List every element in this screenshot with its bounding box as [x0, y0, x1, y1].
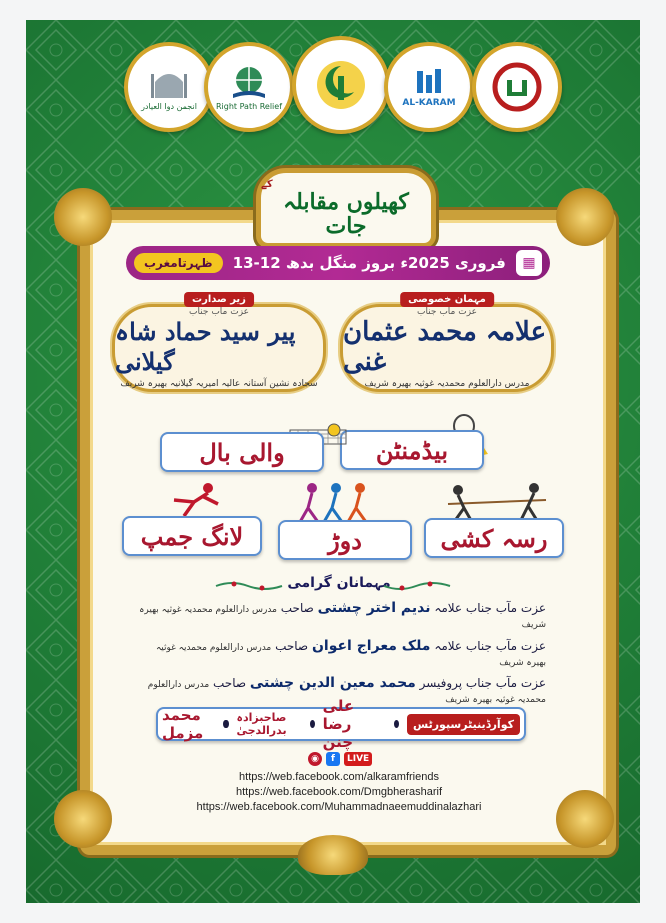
al-karam-logo — [384, 42, 474, 132]
live-badge: LIVE — [344, 752, 372, 766]
globe-book-logo — [204, 42, 294, 132]
guest-prefix: عزت مآب جناب پروفیسر — [419, 676, 546, 690]
calendar-icon: ▦ — [516, 250, 542, 276]
mosque-logo — [124, 42, 214, 132]
bullet-dot — [394, 720, 399, 728]
guest-suffix: صاحب — [275, 639, 309, 653]
sport-volleyball: والی بال — [160, 432, 324, 472]
long-jump-icon — [164, 480, 224, 520]
mosque-icon — [147, 64, 191, 100]
sport-badminton: بیڈمنٹن — [340, 430, 484, 470]
chief-guest-body — [340, 304, 554, 392]
building-icon — [409, 67, 449, 97]
links-block — [96, 770, 582, 815]
coordinator-name: محمد مزمل — [162, 706, 204, 742]
guest-name: محمد معین الدین چشتی — [249, 675, 416, 691]
page-title: کھیلوں مقابلہ جات — [283, 188, 409, 239]
logo-row — [26, 42, 640, 132]
logo-caption: AL-KARAM — [402, 97, 456, 108]
bullet-dot — [223, 720, 228, 728]
guest-name: ندیم اختر چشتی — [317, 600, 431, 616]
red-ring-logo — [472, 42, 562, 132]
chief-guest-honorific: عزت مآب جناب — [416, 307, 478, 317]
chief-guest-card — [340, 292, 554, 392]
guest-suffix: صاحب — [280, 601, 314, 615]
social-icons — [308, 752, 372, 766]
broadcast-icon: ◉ — [308, 752, 322, 766]
logo-caption: انجمن دوا العیادر — [141, 101, 197, 111]
poster — [26, 20, 640, 903]
guest-line — [136, 600, 546, 630]
sport-tug-of-war: رسہ کشی — [424, 518, 564, 558]
president-card — [112, 292, 326, 392]
chief-guest-badge: مہمان خصوصی — [400, 292, 494, 307]
crescent-minaret-icon — [314, 58, 368, 112]
coordinator-name: علی رضا چنن — [322, 697, 355, 751]
guest-suffix: صاحب — [213, 676, 247, 690]
title-top: کے — [261, 178, 273, 190]
president-desc: سجادہ نشین آستانہ عالیہ امیریہ گیلانیہ بھیرہ شریف — [120, 379, 318, 389]
guest-name: ملک معراج اعوان — [311, 638, 431, 654]
emblem-icon — [492, 62, 542, 112]
facebook-link[interactable]: https://web.facebook.com/Dmgbherasharif — [235, 786, 443, 798]
guest-prefix: عزت مآب جناب علامہ — [434, 601, 546, 615]
running-icon — [296, 482, 376, 524]
minaret-crescent-logo — [292, 36, 390, 134]
time-badge: ظہرتامغرب — [134, 253, 223, 273]
globe-icon — [227, 64, 271, 100]
president-body — [112, 304, 326, 392]
frame-ornament — [298, 835, 368, 875]
facebook-icon: f — [326, 752, 340, 766]
chief-guest-name: علامہ محمد عثمان غنی — [343, 317, 547, 377]
president-honorific: عزت مآب جناب — [188, 307, 250, 317]
guest-institution: مدرس دارالعلوم محمدیہ غوثیہ بھیرہ شریف — [139, 605, 546, 630]
coordinators-label: کوآرڈینیٹرسپورٹس — [407, 714, 520, 735]
guest-institution: مدرس دارالعلوم محمدیہ غوثیہ بھیرہ شریف — [147, 680, 546, 705]
frame-ornament — [54, 188, 112, 246]
logo-caption: Right Path Relief — [215, 101, 283, 111]
date-bar — [126, 246, 550, 280]
vine-ornament — [382, 580, 452, 592]
frame-ornament — [556, 188, 614, 246]
guests-title: مہمانان گرامی — [287, 575, 391, 591]
guest-prefix: عزت مآب جناب علامہ — [434, 639, 546, 653]
guest-line — [136, 638, 546, 668]
title-crest — [256, 168, 436, 248]
coordinators-bar — [156, 697, 526, 751]
facebook-link[interactable]: https://web.facebook.com/alkaramfriends — [239, 771, 439, 783]
president-name: پیر سید حماد شاہ گیلانی — [115, 317, 296, 376]
guest-institution: مدرس دارالعلوم محمدیہ غوثیہ بھیرہ شریف — [155, 643, 546, 668]
facebook-link[interactable]: https://web.facebook.com/Muhammadnaeemuddinalazhari — [196, 801, 482, 813]
president-badge: زیر صدارت — [184, 292, 254, 307]
bullet-dot — [310, 720, 315, 728]
event-date: 13-12 فروری 2025ء بروز منگل بدھ — [232, 254, 506, 272]
chief-guest-desc: مدرس دارالعلوم محمدیہ غوثیہ بھیرہ شریف — [364, 379, 530, 389]
sport-race: دوڑ — [278, 520, 412, 560]
sport-long-jump: لانگ جمپ — [122, 516, 262, 556]
coordinator-name: صاحبزادہ بدرالدجیٰ — [236, 711, 287, 737]
